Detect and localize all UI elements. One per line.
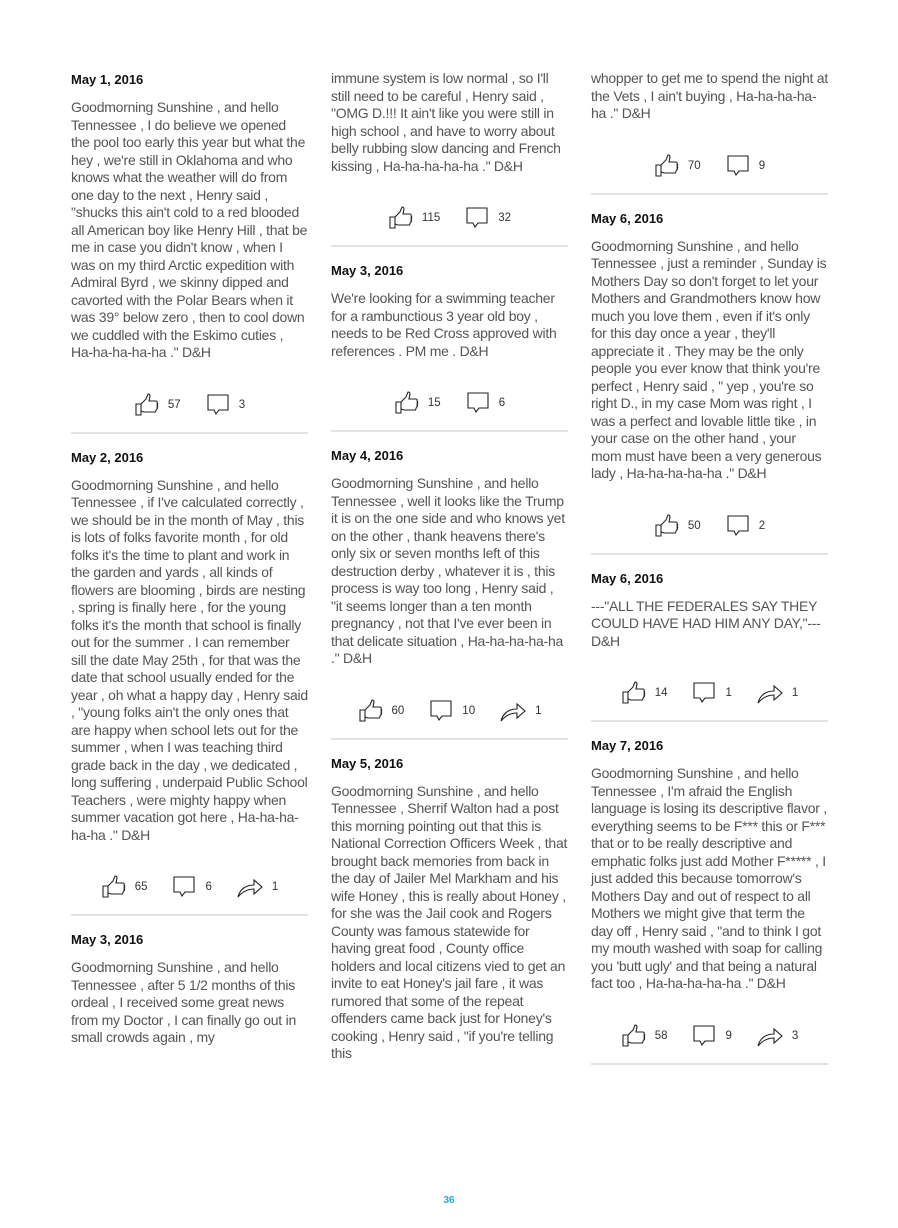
share-arrow-icon (236, 875, 264, 899)
comment-count: 9 (758, 159, 766, 172)
comment-button[interactable] (725, 153, 765, 179)
like-count: 14 (654, 687, 668, 699)
thumbs-up-icon (621, 680, 647, 706)
like-count: 60 (391, 704, 405, 717)
speech-bubble-icon (428, 698, 454, 724)
like-button[interactable] (394, 390, 441, 416)
share-button[interactable] (756, 681, 798, 705)
comment-count: 9 (725, 1029, 732, 1042)
reactions-bar (71, 392, 308, 418)
like-count: 57 (167, 398, 181, 411)
post (591, 70, 828, 195)
comment-count: 1 (725, 687, 732, 699)
post-date: May 5, 2016 (331, 755, 404, 771)
comment-count: 10 (462, 704, 476, 717)
comment-count: 6 (498, 397, 506, 409)
post-divider (591, 193, 828, 195)
reactions-bar (331, 205, 568, 231)
comment-button[interactable] (691, 680, 731, 706)
post-date: May 6, 2016 (591, 210, 664, 226)
share-count: 1 (271, 881, 279, 893)
reactions-bar (591, 1023, 828, 1049)
post-date: May 4, 2016 (331, 448, 404, 463)
comment-button[interactable] (465, 390, 505, 416)
reactions-bar (331, 390, 568, 416)
like-count: 50 (687, 519, 701, 532)
comment-button[interactable] (725, 513, 765, 539)
thumbs-up-icon (358, 698, 384, 724)
post-date: May 3, 2016 (71, 932, 144, 947)
post (591, 736, 828, 1065)
comment-button[interactable] (691, 1023, 731, 1049)
post-divider (591, 553, 828, 555)
comment-button[interactable] (205, 392, 245, 418)
post (331, 70, 568, 247)
thumbs-up-icon (101, 874, 127, 900)
post-divider (331, 245, 568, 247)
speech-bubble-icon (725, 513, 751, 539)
post-divider (591, 720, 828, 722)
post-divider (331, 738, 568, 740)
like-count: 15 (427, 397, 441, 409)
thumbs-up-icon (654, 513, 680, 539)
post-divider (591, 1063, 828, 1065)
post-text: Goodmorning Sunshine , and hello Tennessee , just a reminder , Sunday is Mothers Day so don't forget to let your Mothers and Grandmothers know how much you love them , even if it's only for this day once a year , they'll appreciate it . They may be the only people you ever know that think you're perfect , Henry said , " yep , you're so right D., in my case Mom was right , I was a perfect and lovable little tike , in your case on the other hand , your mom must have been a very generous lady , Ha-ha-ha-ha-ha ." D&H (591, 237, 827, 481)
reactions-bar (591, 680, 828, 706)
share-count: 1 (791, 687, 799, 699)
post-text: Goodmorning Sunshine , and hello Tennessee , I'm afraid the English language is losing its descriptive flavor , everything seems to be F*** this or F*** that or to be really descriptive and emphatic folks just add Mother F***** , I just added this because tomorrow's Mothers Day and out of respect to all Mothers we might give that term the day off , Henry said , "and to think I got my mouth washed with soap for calling you 'butt ugly' and that being a natural fact too , Ha-ha-ha-ha-ha ." D&H (591, 765, 827, 991)
post-date: May 1, 2016 (71, 72, 144, 87)
like-button[interactable] (654, 513, 701, 539)
reactions-bar (71, 874, 308, 900)
like-count: 70 (687, 159, 701, 172)
post-date: May 3, 2016 (331, 263, 404, 278)
column-2 (331, 70, 568, 1155)
post (591, 209, 828, 555)
post (331, 261, 568, 432)
post-text: Goodmorning Sunshine , and hello Tennessee , after 5 1/2 months of this ordeal , I received some great news from my Doctor , I can finally go out in small crowds again , my (71, 959, 296, 1045)
post-text: Goodmorning Sunshine , and hello Tennessee , well it looks like the Trump it is on the one side and who knows yet on the other , thank heavens there's only six or seven months left of this destruction derby , whatever it is , this process is way too long , Henry said , "it seems longer than a ten month pregnancy , not that I've ever been in that delicate situation , Ha-ha-ha-ha-ha ." D&H (331, 475, 565, 666)
post-divider (71, 432, 308, 434)
comment-button[interactable] (171, 874, 211, 900)
page-number: 36 (443, 1195, 455, 1206)
share-button[interactable] (236, 875, 278, 899)
like-button[interactable] (621, 1023, 668, 1049)
speech-bubble-icon (465, 390, 491, 416)
post (331, 446, 568, 740)
comment-button[interactable] (464, 205, 511, 231)
speech-bubble-icon (691, 680, 717, 706)
post (331, 754, 568, 1063)
thumbs-up-icon (621, 1023, 647, 1049)
post-divider (331, 430, 568, 432)
comment-count: 6 (205, 881, 212, 893)
like-count: 58 (654, 1029, 668, 1042)
post-date: May 6, 2016 (591, 570, 664, 586)
comment-count: 2 (758, 519, 766, 532)
column-1 (71, 70, 308, 1155)
share-arrow-icon (756, 1024, 784, 1048)
column-3 (591, 70, 828, 1155)
thumbs-up-icon (654, 153, 680, 179)
post-date: May 2, 2016 (71, 449, 144, 465)
post-text: We're looking for a swimming teacher for a rambunctious 3 year old boy , needs to be Red Cross approved with references . PM me . D&H (331, 290, 557, 359)
speech-bubble-icon (205, 392, 231, 418)
speech-bubble-icon (725, 153, 751, 179)
like-count: 65 (134, 881, 148, 893)
speech-bubble-icon (464, 205, 490, 231)
thumbs-up-icon (394, 390, 420, 416)
comment-count: 32 (498, 212, 512, 224)
like-button[interactable] (134, 392, 181, 418)
post-text: Goodmorning Sunshine , and hello Tennessee , Sherrif Walton had a post this morning pointing out that this is National Correction Officers Week , that brought back memories from back in the day of Jailer Mel Markham and his wife Honey , this is really about Honey , for she was the Jail cook and Rogers County was famous statewide for having great food , County office holders and local citizens vied to get an invite to eat Honey's jail fare , it was rumored that some of the repeat offenders came back just for Honey's cooking , Henry said , "if you're telling this (331, 782, 568, 1061)
share-arrow-icon (499, 699, 527, 723)
reactions-bar (591, 513, 828, 539)
post (71, 70, 308, 434)
like-button[interactable] (388, 205, 440, 231)
like-button[interactable] (621, 680, 668, 706)
post-text: Goodmorning Sunshine , and hello Tennessee , I do believe we opened the pool too early this year but what the hey , we're still in Oklahoma and who knows what the weather will do from one day to the next , Henry said , "shucks this ain't cold to a red blooded all American boy like Henry Hill , that be me in case you didn't know , when I was on my third Arctic expedition with Admiral Byrd , we skinny dipped and cavorted with the Polar Bears when it was 39° below zero , then to cool down we cuddled with the Eskimo cuties , Ha-ha-ha-ha-ha ." D&H (71, 99, 308, 360)
share-button[interactable] (499, 699, 541, 723)
post-text: immune system is low normal , so I'll still need to be careful , Henry said , "OMG D.!!! It ain't like you were still in high school , and have to worry about belly rubbing slow dancing and French kissing , Ha-ha-ha-ha-ha ." D&H (331, 70, 561, 174)
share-count: 1 (535, 704, 542, 717)
thumbs-up-icon (134, 392, 160, 418)
post-date: May 7, 2016 (591, 738, 664, 753)
post-text: ---"ALL THE FEDERALES SAY THEY COULD HAVE HAD HIM ANY DAY,"--- D&H (591, 597, 821, 649)
post-text: whopper to get me to spend the night at the Vets , I ain't buying , Ha-ha-ha-ha-ha ." D&H (591, 70, 828, 121)
share-count: 3 (791, 1029, 799, 1042)
reactions-bar (591, 153, 828, 179)
like-button[interactable] (358, 698, 405, 724)
post (71, 930, 308, 1047)
comment-count: 3 (238, 398, 246, 411)
like-count: 115 (421, 212, 441, 224)
post-divider (71, 914, 308, 916)
share-arrow-icon (756, 681, 784, 705)
post (71, 448, 308, 917)
speech-bubble-icon (171, 874, 197, 900)
post (591, 569, 828, 723)
like-button[interactable] (101, 874, 148, 900)
post-text: Goodmorning Sunshine , and hello Tennessee , if I've calculated correctly , we should be in the month of May , this is lots of folks favorite month , for old folks it's the time to plant and work in the garden and yards , all kinds of flowers are blooming , birds are nesting , spring is finally here , for the young folks it's the month that school is finally out for the summer . I can remember sill the date May 25th , for that was the date that school usually ended for the year , oh what a happy day , Henry said , "young folks ain't the only ones that are happy when school lets out for the summer , when I was teaching third grade back in the day , we dedicated , long suffering , underpaid Public School Teachers , were mighty happy when summer vacation got here , Ha-ha-ha-ha-ha ." D&H (71, 476, 308, 843)
speech-bubble-icon (691, 1023, 717, 1049)
like-button[interactable] (654, 153, 701, 179)
reactions-bar (331, 698, 568, 724)
share-button[interactable] (756, 1024, 798, 1048)
comment-button[interactable] (428, 698, 475, 724)
thumbs-up-icon (388, 205, 414, 231)
